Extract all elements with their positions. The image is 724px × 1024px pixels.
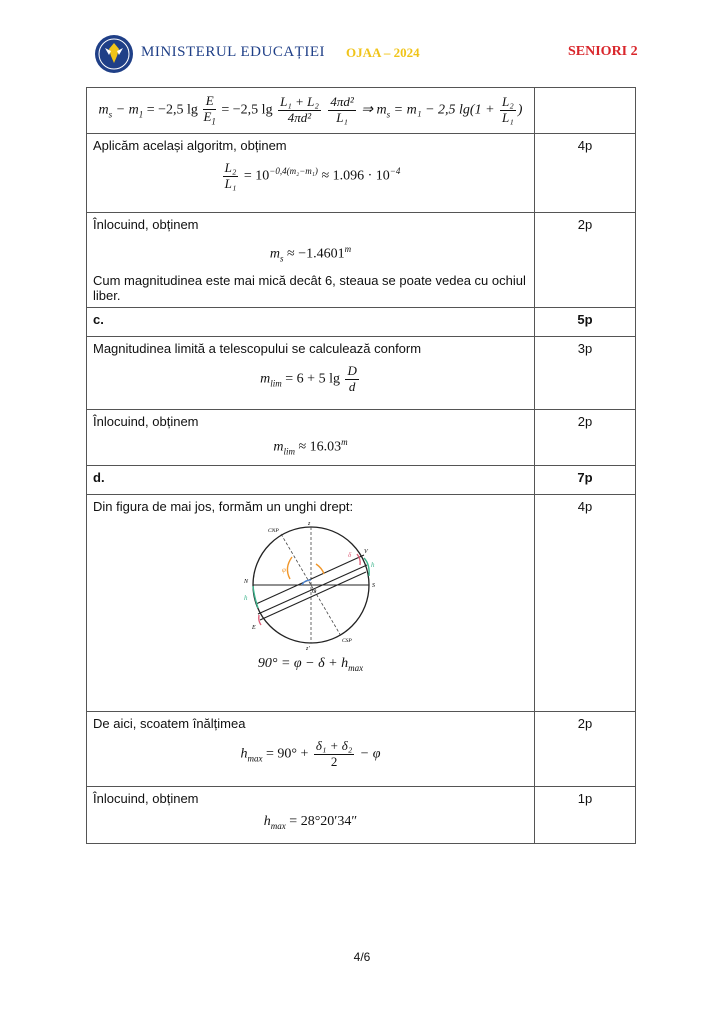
row-content bbox=[87, 711, 535, 786]
row-text: Din figura de mai jos, formăm un unghi drept: bbox=[93, 498, 354, 514]
row-points: 7p bbox=[535, 465, 636, 494]
table-row bbox=[87, 88, 636, 134]
page-header bbox=[0, 30, 724, 76]
ministry-name: MINISTERUL EDUCAȚIEI bbox=[141, 44, 326, 60]
table-row bbox=[87, 308, 636, 337]
label-z-top: z bbox=[307, 520, 310, 527]
row-points: 4p bbox=[535, 133, 636, 212]
row-text: De aici, scoatem înălțimea bbox=[93, 715, 246, 731]
label-e: E bbox=[251, 624, 256, 631]
formula: $m_s \approx -1.4601^m$ bbox=[269, 243, 352, 264]
row-points: 3p bbox=[535, 337, 636, 410]
formula: $h_{max} = 90^\circ$ + $\frac{\text{δ₁ + δ₂}}{2}$ − φ bbox=[240, 737, 381, 769]
row-text: Aplicăm același algoritm, obținem bbox=[93, 137, 287, 153]
row-content bbox=[87, 786, 535, 843]
phi-arc bbox=[287, 557, 292, 579]
table-row bbox=[87, 133, 636, 212]
table-row bbox=[87, 212, 636, 307]
row-points: 2p bbox=[535, 212, 636, 307]
label-o: O bbox=[311, 588, 316, 595]
row-points: 2p bbox=[535, 410, 636, 465]
label-delta: δ bbox=[347, 550, 351, 559]
formula: $h_{max} = 28^\circ 20'34''$ bbox=[263, 813, 358, 831]
row-points: 5p bbox=[535, 308, 636, 337]
exam-level: SENIORI 2 bbox=[568, 44, 638, 59]
row-content bbox=[87, 212, 535, 307]
label-z-bottom: z' bbox=[305, 645, 310, 652]
formula: $m_{lim} \approx 16.03^m$ bbox=[273, 437, 348, 457]
row-text: Înlocuind, obținem bbox=[93, 216, 199, 232]
ministry-logo-icon bbox=[94, 34, 134, 74]
row-text: Înlocuind, obținem bbox=[93, 414, 199, 430]
label-n: N bbox=[243, 578, 248, 585]
delta-arc-orange bbox=[316, 564, 324, 574]
label-csp: CSP bbox=[341, 637, 352, 644]
label-s: S bbox=[371, 582, 375, 589]
row-text: Înlocuind, obținem bbox=[93, 790, 199, 806]
formula: $90^\circ = \varphi - \delta + h_{max}$ bbox=[257, 655, 364, 673]
label-w: V bbox=[363, 548, 368, 555]
row-content bbox=[87, 133, 535, 212]
delta-arc-red bbox=[357, 554, 360, 565]
table-row bbox=[87, 494, 636, 711]
row-points: 2p bbox=[535, 711, 636, 786]
row-points bbox=[535, 88, 636, 134]
row-note: Cum magnitudinea este mai mică decât 6, steaua se poate vedea cu ochiul liber. bbox=[93, 273, 526, 304]
grading-table bbox=[86, 87, 636, 844]
parallel-line-2 bbox=[260, 572, 366, 620]
section-label: d. bbox=[87, 465, 535, 494]
section-label: c. bbox=[87, 308, 535, 337]
formula: $\frac{\text{L₂}}{\text{L₁}}$ = $10^{-0,4(m_2-m_1)} \approx 1.096 \cdot 10^{-4}$ bbox=[224, 159, 401, 191]
table-row bbox=[87, 711, 636, 786]
row-text: Magnitudinea limită a telescopului se calculează conform bbox=[93, 341, 422, 357]
page-number: 4/6 bbox=[353, 950, 371, 964]
label-h-left: h bbox=[243, 593, 247, 602]
row-points: 4p bbox=[535, 494, 636, 711]
table-row bbox=[87, 337, 636, 410]
formula: $m_{lim} = 6 + 5$ lg $\frac{D}{d}$ bbox=[260, 363, 357, 395]
label-cnp: CNP bbox=[267, 527, 279, 534]
row-content bbox=[87, 410, 535, 465]
table-row bbox=[87, 465, 636, 494]
row-content bbox=[87, 337, 535, 410]
label-h-right: h bbox=[370, 560, 374, 569]
row-points: 1p bbox=[535, 786, 636, 843]
row-content bbox=[87, 494, 535, 711]
exam-title: OJAA – 2024 bbox=[346, 45, 420, 60]
row-content: $m_s - m_1 = -2,5$ lg $\frac{E}{E_1}$ = −2,5 lg $\frac{\text{L₁ + L₂}}{\text{4πd²}}$ $\frac{\text{4πd²}}{\text{L₁}}$ ⇒ $m_s = m_1 - 2,5$ lg(1 + $\frac{\text{L₂}}{\text{L₁}}$ ) bbox=[87, 88, 535, 134]
celestial-sphere-diagram bbox=[236, 520, 386, 650]
table-row bbox=[87, 786, 636, 843]
label-phi: φ bbox=[281, 565, 286, 574]
table-row bbox=[87, 410, 636, 465]
